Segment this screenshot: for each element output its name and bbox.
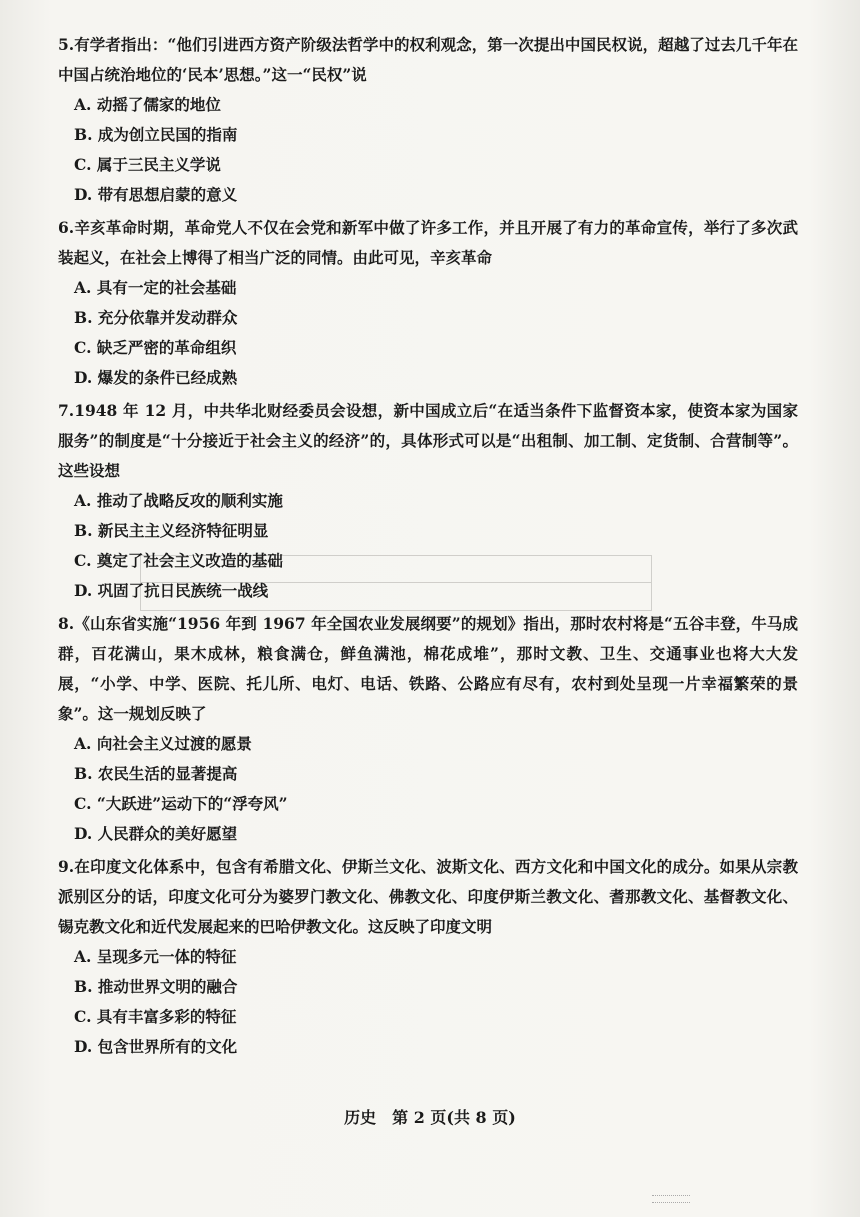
option-d: D. 人民群众的美好愿望 (74, 824, 238, 843)
option-b: B. 成为创立民国的指南 (74, 125, 238, 144)
option-b: B. 推动世界文明的融合 (74, 977, 238, 996)
option-c: C. 缺乏严密的革命组织 (74, 338, 237, 357)
option-a: A. 向社会主义过渡的愿景 (74, 734, 252, 753)
question-stem (58, 30, 798, 90)
option-c: C. “大跃进”运动下的“浮夸风” (74, 794, 288, 813)
option-b: B. 充分依靠并发动群众 (74, 308, 238, 327)
option-a: A. 呈现多元一体的特征 (74, 947, 237, 966)
option-d: D. 爆发的条件已经成熟 (74, 368, 238, 387)
question-text: 有学者指出：“他们引进西方资产阶级法哲学中的权利观念，第一次提出中国民权说，超越了过去几千年在中国占统治地位的‘民本’思想。”这一“民权”说 (58, 35, 798, 84)
option-a: A. 推动了战略反攻的顺利实施 (74, 491, 283, 510)
question-stem (58, 396, 798, 486)
question-5 (58, 30, 798, 210)
question-stem (58, 852, 798, 942)
page-footer: 历史 第 2 页(共 8 页) (344, 1108, 516, 1127)
option-d: D. 带有思想启蒙的意义 (74, 185, 238, 204)
question-6 (58, 213, 798, 393)
question-7 (58, 396, 798, 606)
question-stem (58, 213, 798, 273)
option-d: D. 巩固了抗日民族统一战线 (74, 581, 269, 600)
question-number: 6. (58, 218, 75, 237)
question-text: 《山东省实施“1956 年到 1967 年全国农业发展纲要”的规划》指出，那时农村将是“五谷丰登，牛马成群，百花满山，果木成林，粮食满仓，鲜鱼满池，棉花成堆”，那时文教、卫生、交通事业也将大大发展，“小学、中学、医院、托儿所、电灯、电话、铁路、公路应有尽有，农村到处呈现一片幸福繁荣的景象”。这一规划反映了 (58, 614, 798, 723)
question-text: 在印度文化体系中，包含有希腊文化、伊斯兰文化、波斯文化、西方文化和中国文化的成分。如果从宗教派别区分的话，印度文化可分为婆罗门教文化、佛教文化、印度伊斯兰教文化、耆那教文化、基督教文化、锡克教文化和近代发展起来的巴哈伊教文化。这反映了印度文明 (58, 857, 798, 936)
question-number: 7. (58, 401, 75, 420)
question-stem (58, 609, 798, 729)
option-c: C. 奠定了社会主义改造的基础 (74, 551, 283, 570)
option-c: C. 具有丰富多彩的特征 (74, 1007, 237, 1026)
option-b: B. 新民主主义经济特征明显 (74, 521, 269, 540)
question-text: 1948 年 12 月，中共华北财经委员会设想，新中国成立后“在适当条件下监督资本家，使资本家为国家服务”的制度是“十分接近于社会主义的经济”的，具体形式可以是“出租制、加工制、定货制、合营制等”。这些设想 (58, 401, 798, 480)
question-text: 辛亥革命时期，革命党人不仅在会党和新军中做了许多工作，并且开展了有力的革命宣传，举行了多次武装起义，在社会上博得了相当广泛的同情。由此可见，辛亥革命 (58, 218, 798, 267)
option-b: B. 农民生活的显著提高 (74, 764, 238, 783)
question-9 (58, 852, 798, 1062)
question-list (58, 30, 798, 1062)
question-number: 5. (58, 35, 75, 54)
question-number: 9. (58, 857, 75, 876)
option-a: A. 动摇了儒家的地位 (74, 95, 221, 114)
scan-mark (652, 1195, 690, 1203)
question-number: 8. (58, 614, 75, 633)
question-8 (58, 609, 798, 849)
option-a: A. 具有一定的社会基础 (74, 278, 237, 297)
option-d: D. 包含世界所有的文化 (74, 1037, 238, 1056)
option-c: C. 属于三民主义学说 (74, 155, 221, 174)
